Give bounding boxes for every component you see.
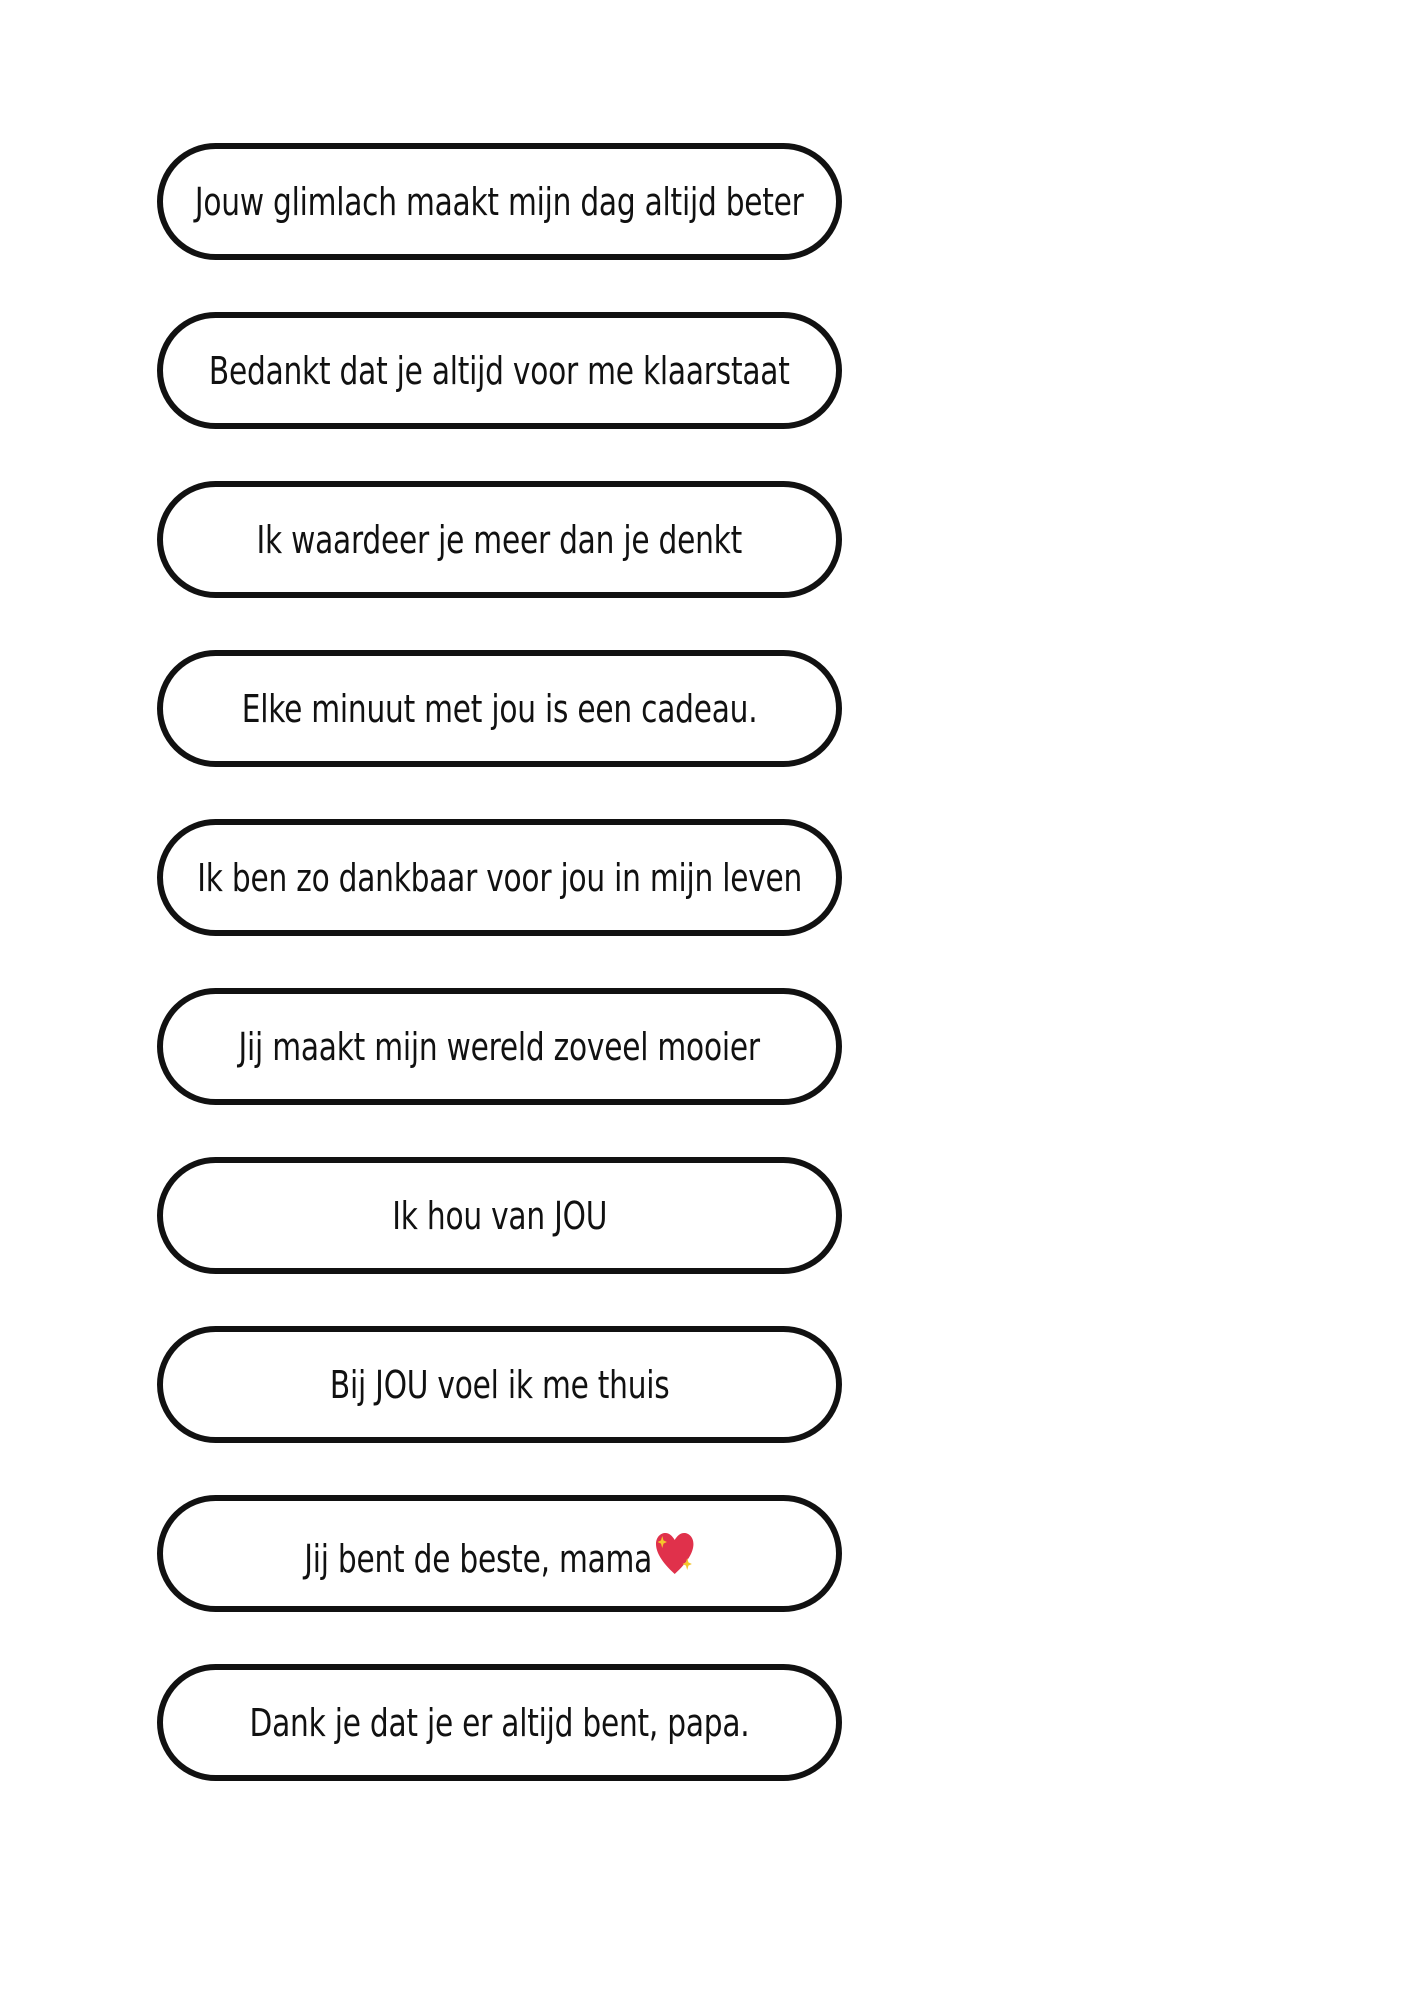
- message-card: [157, 650, 842, 767]
- message-text: Jij maakt mijn wereld zoveel mooier: [238, 1024, 761, 1069]
- message-card: [157, 1664, 842, 1781]
- message-card: [157, 1495, 842, 1612]
- message-text: Elke minuut met jou is een cadeau.: [241, 686, 758, 731]
- message-text: [303, 1530, 696, 1581]
- message-card: [157, 143, 842, 260]
- message-text: Bij JOU voel ik me thuis: [329, 1362, 670, 1407]
- message-card: [157, 312, 842, 429]
- message-card: [157, 1157, 842, 1274]
- message-text: Dank je dat je er altijd bent, papa.: [249, 1700, 750, 1745]
- message-card: [157, 1326, 842, 1443]
- message-text-label: Jij bent de beste, mama: [303, 1536, 652, 1581]
- message-card: [157, 988, 842, 1105]
- message-card: [157, 481, 842, 598]
- sparkling-heart-icon: [653, 1530, 695, 1578]
- message-text: Bedankt dat je altijd voor me klaarstaat: [209, 348, 790, 393]
- message-card: [157, 819, 842, 936]
- message-text: Jouw glimlach maakt mijn dag altijd beter: [195, 179, 804, 224]
- message-text: Ik ben zo dankbaar voor jou in mijn leven: [197, 855, 802, 900]
- message-text: Ik waardeer je meer dan je denkt: [256, 517, 743, 562]
- message-text: Ik hou van JOU: [392, 1193, 607, 1238]
